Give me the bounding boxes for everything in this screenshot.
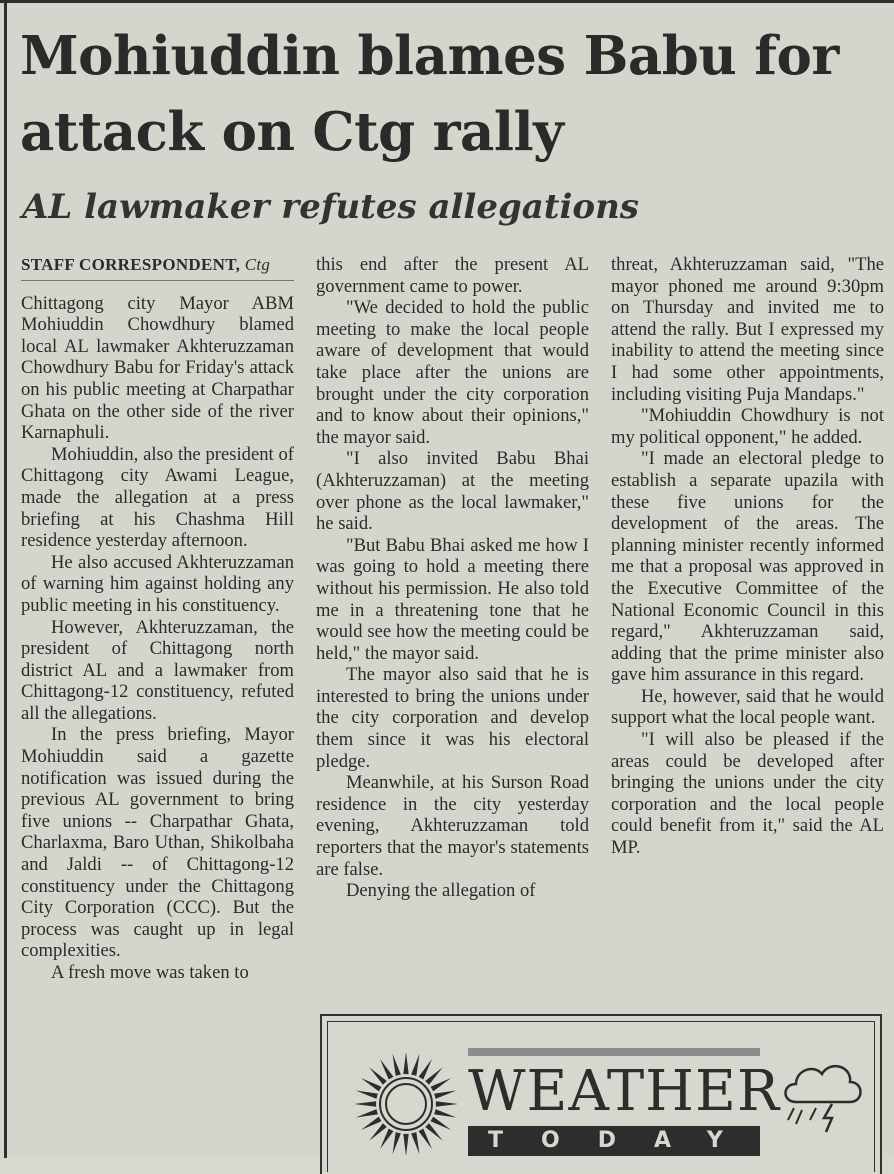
today-bar — [468, 1126, 760, 1156]
top-rule — [0, 0, 894, 3]
paragraph: "Mohiuddin Chowdhury is not my political opponent," he added. — [611, 405, 884, 448]
sun-ray — [436, 1101, 458, 1106]
sun-ray — [411, 1132, 419, 1154]
paragraph: "I made an electoral pledge to establish a separate upazila with these five unions for the development of the areas. The planning minister recently informed me that a proposal was approved in the Executive Committee of the National Economic Council in this regard," Akhteruzzaman said, adding that the prime minister also gave him assurance in this regard. — [611, 448, 884, 686]
sun-ray — [403, 1052, 408, 1074]
sun-ray — [380, 1059, 393, 1080]
paragraph: Chittagong city Mayor ABM Mohiuddin Chowdhury blamed local AL lawmaker Akhteruzzaman Chowdhury Babu for Friday's attack on his public meeting at Charpathar Ghata on the other side of the river Karnaphuli. — [21, 292, 294, 444]
paragraph: The mayor also said that he is interested to bring the unions under the city corporation and develop them since it was his electoral pledge. — [316, 664, 589, 772]
storm-cloud-icon — [776, 1050, 866, 1140]
weather-stripe — [468, 1048, 760, 1056]
headline: Mohiuddin blames Babu for attack on Ctg rally — [20, 25, 839, 163]
paragraph: He also accused Akhteruzzaman of warning him against holding any public meeting in his constituency. — [21, 551, 294, 616]
left-rule — [4, 0, 7, 1158]
paragraph: In the press briefing, Mayor Mohiuddin said a gazette notification was issued during the previous AL government to bring five unions -- Charpathar Ghata, Charlaxma, Baro Uthan, Shikolbaha and Jaldi -- of Chittagong-12 constituency under the Chittagong City Corporation (CCC). But the process was caught up in legal complexities. — [21, 724, 294, 962]
paragraph: "I also invited Babu Bhai (Akhteruzzaman) at the meeting over phone as the local lawmaker," he said. — [316, 448, 589, 535]
column-2 — [316, 254, 589, 902]
sun-ray — [393, 1132, 401, 1154]
sun-ray — [419, 1059, 432, 1080]
weather-inner-frame — [327, 1021, 875, 1172]
sun-ray — [393, 1054, 401, 1076]
sun-ray — [369, 1123, 387, 1141]
paragraph: "I will also be pleased if the areas could be developed after bringing the unions under the city corporation and the local people could benefit from it," said the AL MP. — [611, 729, 884, 859]
column-3 — [611, 254, 884, 859]
sun-ray — [361, 1117, 382, 1130]
sun-ray — [403, 1134, 408, 1156]
paragraph: "But Babu Bhai asked me how I was going to hold a meeting there without his permission. He also told me in a threatening tone that he would see how the meeting could be held," the mayor said. — [316, 534, 589, 664]
weather-title: WEATHER — [468, 1059, 781, 1124]
paragraph: He, however, said that he would support what the local people want. — [611, 685, 884, 729]
sun-ray — [434, 1109, 456, 1117]
weather-subtitle: TODAY — [488, 1128, 761, 1153]
column-1 — [21, 254, 294, 984]
sun-ray — [361, 1078, 382, 1091]
sun-ray — [425, 1123, 443, 1141]
sun-ray — [356, 1091, 378, 1099]
sun-ray — [431, 1078, 452, 1091]
sun-ray — [434, 1091, 456, 1099]
sun-ray — [411, 1054, 419, 1076]
sun-ray — [356, 1109, 378, 1117]
paragraph: this end after the present AL government came to power. — [316, 254, 589, 297]
paragraph: However, Akhteruzzaman, the president of Chittagong north district AL and a lawmaker from Chittagong-12 constituency, refuted all the allegations. — [21, 616, 294, 724]
sun-icon — [352, 1050, 460, 1158]
byline — [21, 254, 294, 281]
sun-ray — [431, 1117, 452, 1130]
sun-ray — [419, 1129, 432, 1150]
byline-place: Ctg — [244, 255, 271, 274]
byline-author: STAFF CORRESPONDENT, — [21, 255, 241, 274]
weather-today-box — [320, 1014, 882, 1174]
paragraph: threat, Akhteruzzaman said, "The mayor phoned me around 9:30pm on Thursday and invited me to attend the rally. But I expressed my inability to attend the meeting since I had some other appointments, including visiting Puja Mandaps." — [611, 254, 884, 405]
sun-ray — [425, 1067, 443, 1085]
sun-ray — [369, 1067, 387, 1085]
paragraph: "We decided to hold the public meeting to make the local people aware of development that would take place after the unions are brought under the city corporation and to know about their opinions," the mayor said. — [316, 297, 589, 448]
subheadline: AL lawmaker refutes allegations — [22, 187, 639, 227]
sun-ray — [380, 1129, 393, 1150]
paragraph: Mohiuddin, also the president of Chittagong city Awami League, made the allegation at a press briefing at his Chashma Hill residence yesterday afternoon. — [21, 443, 294, 552]
paragraph: Denying the allegation of — [346, 880, 536, 902]
paragraph: Meanwhile, at his Surson Road residence in the city yesterday evening, Akhteruzzaman told reporters that the mayor's statements are false. — [316, 772, 589, 880]
paragraph: A fresh move was taken to — [51, 962, 249, 983]
sun-ray — [354, 1101, 376, 1106]
